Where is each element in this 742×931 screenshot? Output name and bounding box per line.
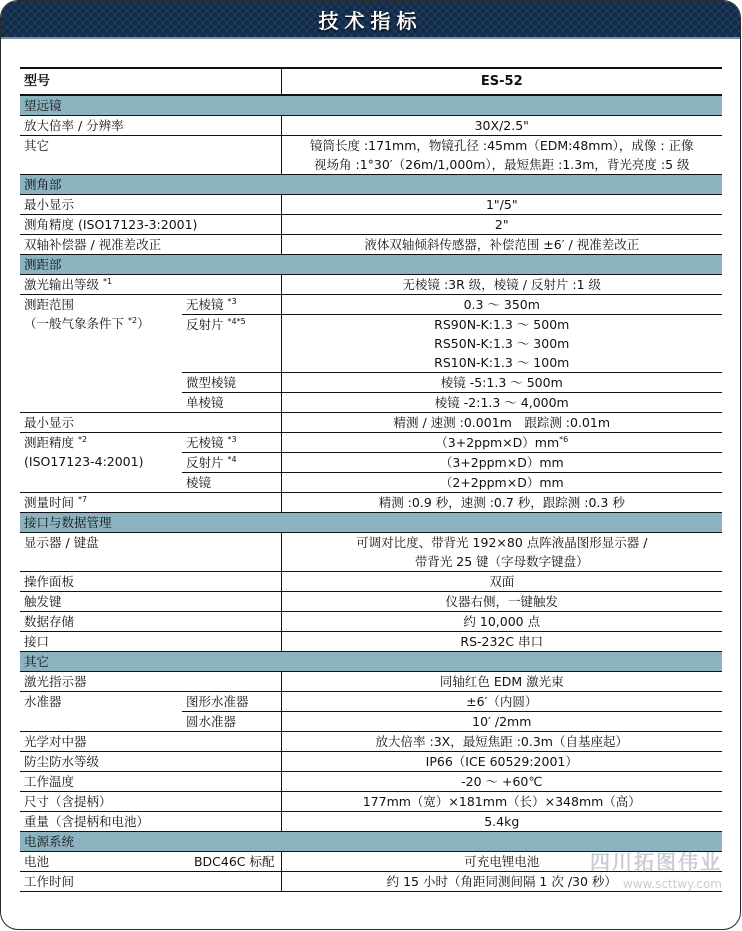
row-label: 尺寸（含提柄） <box>20 792 281 812</box>
section-other <box>20 652 722 672</box>
row-value: 5.4kg <box>281 812 722 832</box>
row-value: 棱镜 -5:1.3 ～ 500m <box>281 373 722 393</box>
row-value: 可充电锂电池 <box>281 852 722 872</box>
row-value: -20 ～ +60℃ <box>281 772 722 792</box>
model-label: 型号 <box>20 68 281 95</box>
table-row <box>20 433 722 453</box>
table-row <box>20 413 722 433</box>
sub-label: 反射片 $^{*4}$ <box>182 453 281 473</box>
row-value: 0.3 ～ 350m <box>281 295 722 315</box>
row-label: 水准器 <box>20 692 182 732</box>
section-title: 测距部 <box>20 255 722 275</box>
section-angle <box>20 175 722 195</box>
table-row <box>20 235 722 255</box>
row-label: 其它 <box>20 136 281 175</box>
page-title: 技术指标 <box>318 9 423 33</box>
row-value: 177mm（宽）×181mm（长）×348mm（高） <box>281 792 722 812</box>
sub-label: 圆水准器 <box>182 712 281 732</box>
section-title: 测角部 <box>20 175 722 195</box>
sub-label: 无棱镜 $^{*3}$ <box>182 433 281 453</box>
table-row <box>20 692 722 712</box>
row-value: 棱镜 -2:1.3 ～ 4,000m <box>281 393 722 413</box>
row-value: 2" <box>281 215 722 235</box>
table-row <box>20 812 722 832</box>
table-row <box>20 136 722 175</box>
row-label: 测量时间 $^{*7}$ <box>20 493 281 513</box>
row-value: （2+2ppm×D）mm <box>281 473 722 493</box>
sub-label: 棱镜 <box>182 473 281 493</box>
section-telescope <box>20 95 722 116</box>
row-label: 最小显示 <box>20 195 281 215</box>
row-value <box>281 136 722 175</box>
row-value: IP66（ICE 60529:2001） <box>281 752 722 772</box>
table-row <box>20 572 722 592</box>
spec-table <box>20 67 722 892</box>
sub-label: 图形水准器 <box>182 692 281 712</box>
row-value: 双面 <box>281 572 722 592</box>
title-banner <box>1 1 740 39</box>
table-row <box>20 632 722 652</box>
section-title: 其它 <box>20 652 722 672</box>
row-value: 无棱镜 :3R 级，棱镜 / 反射片 :1 级 <box>281 275 722 295</box>
row-value: 同轴红色 EDM 激光束 <box>281 672 722 692</box>
row-label: 显示器 / 键盘 <box>20 533 281 572</box>
row-value: 液体双轴倾斜传感器，补偿范围 ±6′ / 视准差改正 <box>281 235 722 255</box>
section-interface <box>20 513 722 533</box>
table-row <box>20 116 722 136</box>
row-label: 接口 <box>20 632 281 652</box>
row-label: 最小显示 <box>20 413 281 433</box>
row-label: 双轴补偿器 / 视准差改正 <box>20 235 281 255</box>
watermark <box>590 846 722 891</box>
table-row <box>20 672 722 692</box>
table-row <box>20 752 722 772</box>
row-value: 放大倍率 :3X，最短焦距 :0.3m（自基座起） <box>281 732 722 752</box>
row-value: RS-232C 串口 <box>281 632 722 652</box>
table-row <box>20 295 722 315</box>
row-value: 仪器右侧，一键触发 <box>281 592 722 612</box>
row-label: 操作面板 <box>20 572 281 592</box>
model-row <box>20 68 722 95</box>
table-row <box>20 772 722 792</box>
row-value: ±6′（内圆） <box>281 692 722 712</box>
row-value: 10′ /2mm <box>281 712 722 732</box>
sub-label: 微型棱镜 <box>182 373 281 393</box>
row-value: 精测 / 速测 :0.001m 跟踪测 :0.01m <box>281 413 722 433</box>
section-title: 接口与数据管理 <box>20 513 722 533</box>
table-row <box>20 533 722 572</box>
table-row <box>20 493 722 513</box>
table-row <box>20 732 722 752</box>
table-row <box>20 612 722 632</box>
watermark-company: 四川拓图伟业 <box>590 850 722 874</box>
row-value: 30X/2.5" <box>281 116 722 136</box>
value-line: 视场角 :1°30′（26m/1,000m），最短焦距 :1.3m，背光亮度 :5 级 <box>314 157 690 172</box>
row-value: （3+2ppm×D）mm <box>281 453 722 473</box>
row-value: 约 10,000 点 <box>281 612 722 632</box>
sub-label: 反射片 $^{*4*5}$ <box>182 315 281 373</box>
row-label: 激光指示器 <box>20 672 281 692</box>
row-label: 电池 <box>20 852 182 872</box>
row-label: 工作时间 <box>20 872 281 892</box>
section-title: 望远镜 <box>20 95 722 116</box>
watermark-url: www.scttwy.com <box>622 877 722 891</box>
row-label: 重量（含提柄和电池） <box>20 812 281 832</box>
sub-label: BDC46C 标配 <box>182 852 281 872</box>
table-row <box>20 792 722 812</box>
table-row <box>20 275 722 295</box>
row-value: RS90N-K:1.3 ～ 500m RS50N-K:1.3 ～ 300m RS10N-K:1.3 ～ 100m <box>281 315 722 373</box>
table-row <box>20 592 722 612</box>
section-distance <box>20 255 722 275</box>
row-label: 放大倍率 / 分辨率 <box>20 116 281 136</box>
row-value: 可调对比度、带背光 192×80 点阵液晶图形显示器 / 带背光 25 键（字母数字键盘） <box>281 533 722 572</box>
row-label: 测距范围 （一般气象条件下 $^{*2}$） <box>20 295 182 413</box>
table-row <box>20 215 722 235</box>
row-label: 光学对中器 <box>20 732 281 752</box>
model-value: ES-52 <box>281 68 722 95</box>
value-line: 镜筒长度 :171mm，物镜孔径 :45mm（EDM:48mm），成像 : 正像 <box>310 138 694 153</box>
row-value: 精测 :0.9 秒，速测 :0.7 秒，跟踪测 :0.3 秒 <box>281 493 722 513</box>
row-label: 数据存储 <box>20 612 281 632</box>
row-label: 触发键 <box>20 592 281 612</box>
table-row <box>20 195 722 215</box>
row-label: 测角精度 (ISO17123-3:2001) <box>20 215 281 235</box>
sub-label: 单棱镜 <box>182 393 281 413</box>
row-label: 激光输出等级 $^{*1}$ <box>20 275 281 295</box>
row-label: 测距精度 $^{*2}$ (ISO17123-4:2001) <box>20 433 182 493</box>
row-value: $(3+2ppm\times D)mm^{*6}$ <box>281 433 722 453</box>
row-label: 防尘防水等级 <box>20 752 281 772</box>
sub-label: 无棱镜 $^{*3}$ <box>182 295 281 315</box>
row-label: 工作温度 <box>20 772 281 792</box>
section-title: 电源系统 <box>20 832 722 852</box>
row-value: 1"/5" <box>281 195 722 215</box>
row-value: 约 15 小时（角距同测间隔 1 次 /30 秒） <box>281 872 722 892</box>
